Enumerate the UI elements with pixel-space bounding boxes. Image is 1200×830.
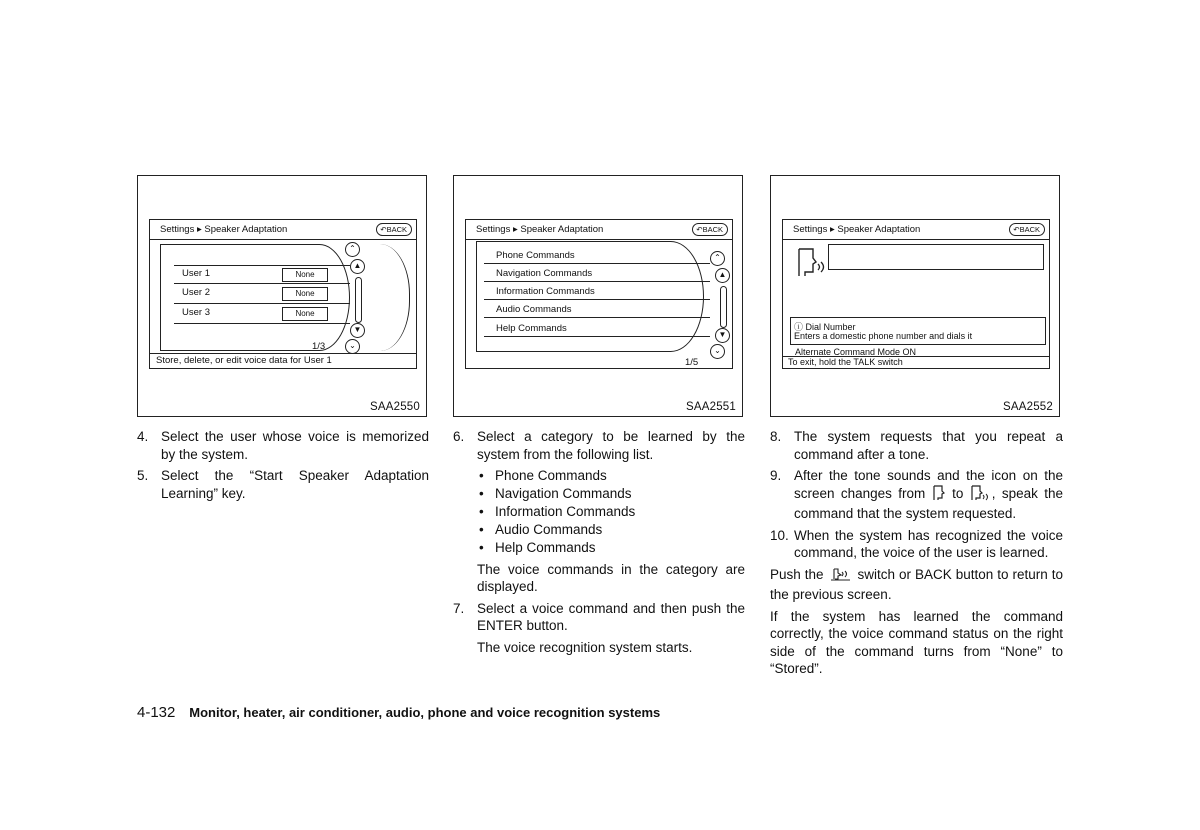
footer-divider <box>150 353 416 354</box>
scroll-up-icon[interactable]: ▲ <box>715 268 730 283</box>
status-box: None <box>282 287 328 301</box>
step-6: 6. Select a category to be learned by the system from the following list. <box>453 429 745 462</box>
row-divider <box>484 281 710 282</box>
row-divider <box>174 283 350 284</box>
screen-title: Settings ▸ Speaker Adaptation <box>793 224 921 235</box>
list-item[interactable] <box>174 285 342 302</box>
screen-voice-learning <box>782 219 1050 369</box>
user-label: User 1 <box>182 268 210 279</box>
list-item: • Navigation Commands <box>479 486 632 501</box>
page-down-icon[interactable]: ⌄ <box>710 344 725 359</box>
back-button[interactable]: ↶BACK <box>376 223 412 236</box>
section-title: Monitor, heater, air conditioner, audio, phone and voice recognition systems <box>189 705 661 720</box>
list-item: • Phone Commands <box>479 468 607 483</box>
mode-status: Alternate Command Mode ON <box>795 347 917 357</box>
figure-id: SAA2550 <box>370 401 420 413</box>
step-5: 5. Select the “Start Speaker Adaptation Learning” key. <box>137 468 429 501</box>
row-divider <box>174 303 350 304</box>
page-up-icon[interactable]: ⌃ <box>345 242 360 257</box>
screen-title: Settings ▸ Speaker Adaptation <box>476 224 604 235</box>
scrollbar[interactable] <box>720 286 727 328</box>
speaking-head-icon <box>793 246 829 278</box>
command-title: Dial Number <box>805 322 856 332</box>
scroll-up-icon[interactable]: ▲ <box>350 259 365 274</box>
screen-edge-arc <box>380 244 410 351</box>
step-8: 8. The system requests that you repeat a command after a tone. <box>770 429 1063 462</box>
figure-voice-learning <box>770 175 1060 417</box>
row-divider <box>484 336 710 337</box>
command-description: Enters a domestic phone number and dials it <box>794 331 973 341</box>
page-up-icon[interactable]: ⌃ <box>710 251 725 266</box>
column-2 <box>453 428 745 660</box>
head-icon <box>932 485 946 506</box>
row-divider <box>484 263 710 264</box>
scrollbar[interactable] <box>355 277 362 323</box>
page-indicator: 1/3 <box>312 341 326 352</box>
screen-command-list <box>465 219 733 369</box>
list-item[interactable]: Help Commands <box>496 323 567 334</box>
column-3 <box>770 428 1063 682</box>
list-item[interactable]: Information Commands <box>496 286 595 297</box>
paragraph: The voice recognition system starts. <box>477 639 693 655</box>
status-message: To exit, hold the TALK switch <box>788 357 903 367</box>
list-item: • Information Commands <box>479 504 636 519</box>
command-box <box>790 317 1046 345</box>
screen-user-select <box>149 219 417 369</box>
page-indicator: 1/5 <box>685 357 699 368</box>
back-button[interactable]: ↶BACK <box>692 223 728 236</box>
figure-id: SAA2552 <box>1003 401 1053 413</box>
back-button[interactable]: ↶BACK <box>1009 223 1045 236</box>
page-number: 4-132 <box>137 704 176 721</box>
scroll-down-icon[interactable]: ▼ <box>350 323 365 338</box>
step-4: 4. Select the user whose voice is memorized by the system. <box>137 429 429 462</box>
back-arrow-icon: ↶ <box>696 225 703 234</box>
paragraph: If the system has learned the command correctly, the voice command status on the right side of the command turns from “None” to “Stored”. <box>770 608 1063 676</box>
paragraph: The voice commands in the category are displayed. <box>477 561 745 594</box>
list-item[interactable]: Phone Commands <box>496 250 575 261</box>
row-divider <box>174 323 350 324</box>
scroll-down-icon[interactable]: ▼ <box>715 328 730 343</box>
paragraph: Push the switch or BACK button to return to the previous screen. <box>770 566 1063 602</box>
step-10: 10. When the system has recognized the voice command, the voice of the user is learned. <box>770 527 1063 560</box>
figure-id: SAA2551 <box>686 401 736 413</box>
user-label: User 3 <box>182 307 210 318</box>
list-item[interactable] <box>174 305 342 322</box>
status-message: Store, delete, or edit voice data for User 1 <box>156 355 332 366</box>
recognition-display <box>828 244 1044 270</box>
list-item[interactable]: Navigation Commands <box>496 268 593 279</box>
info-icon: ⓘ <box>794 322 804 332</box>
row-divider <box>484 299 710 300</box>
list-item[interactable]: Audio Commands <box>496 304 572 315</box>
status-box: None <box>282 268 328 282</box>
figure-user-select <box>137 175 427 417</box>
step-7: 7. Select a voice command and then push the ENTER button. <box>453 600 745 633</box>
talk-switch-icon <box>828 566 854 587</box>
user-label: User 2 <box>182 287 210 298</box>
screen-title: Settings ▸ Speaker Adaptation <box>160 224 288 235</box>
figure-command-list <box>453 175 743 417</box>
title-divider <box>466 239 732 240</box>
back-arrow-icon: ↶ <box>380 225 387 234</box>
step-9: 9. After the tone sounds and the icon on the screen changes from to , speak the command that the system requested. <box>770 468 1063 521</box>
page-down-icon[interactable]: ⌄ <box>345 339 360 354</box>
list-item: • Audio Commands <box>479 522 603 537</box>
page-footer <box>137 704 660 721</box>
row-divider <box>484 317 710 318</box>
column-1 <box>137 428 429 506</box>
speaking-head-icon <box>970 485 992 506</box>
back-arrow-icon: ↶ <box>1013 225 1020 234</box>
title-divider <box>150 239 416 240</box>
list-item[interactable] <box>174 266 342 283</box>
title-divider <box>783 239 1049 240</box>
status-box: None <box>282 307 328 321</box>
list-item: • Help Commands <box>479 540 596 555</box>
